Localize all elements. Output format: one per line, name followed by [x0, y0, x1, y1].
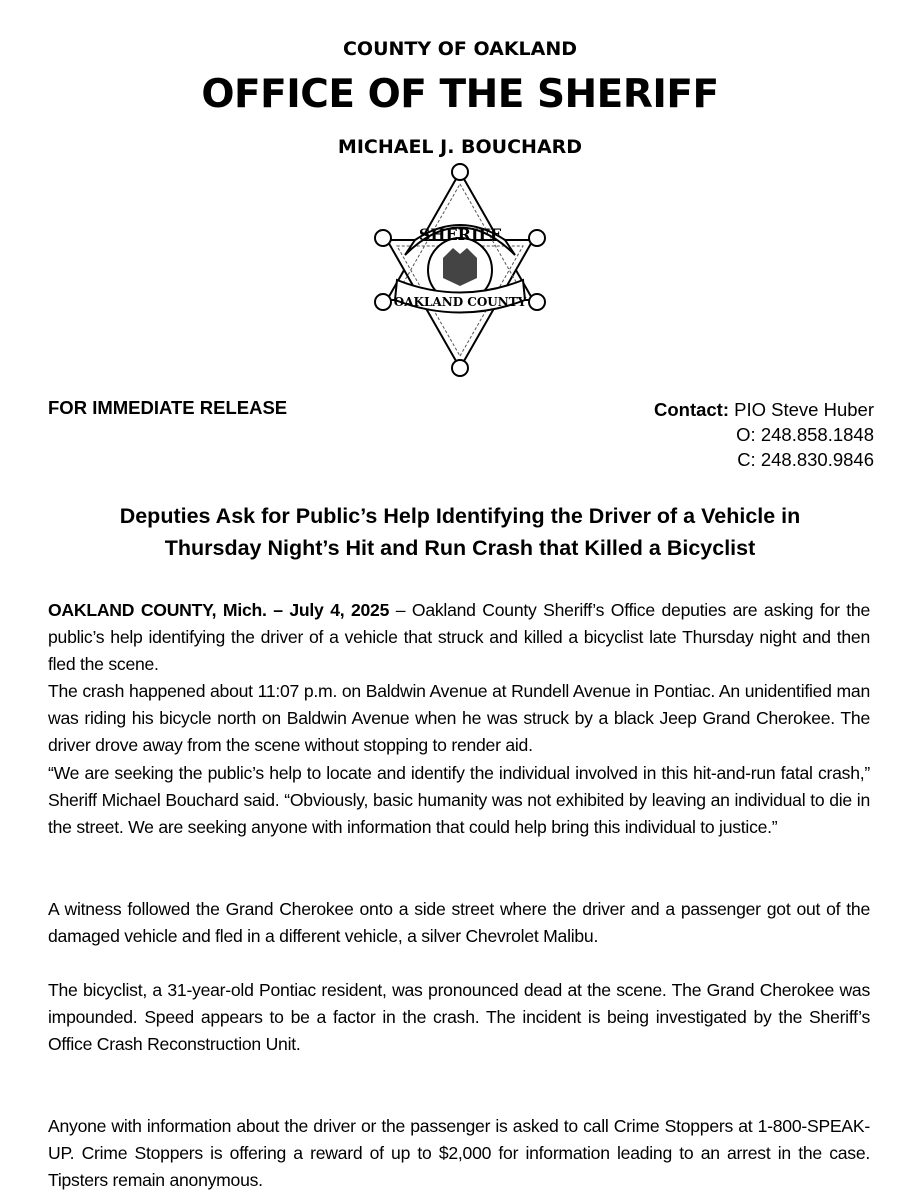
office-phone: O: 248.858.1848 — [736, 424, 874, 445]
paragraph-6: Anyone with information about the driver or the passenger is asked to call Crime Stoppers at 1-800-SPEAK-UP. Crime Stoppers is offering a reward of up to $2,000 for information leading to an arrest in the case. Tipsters remain anonymous. — [48, 1116, 870, 1191]
county-heading: COUNTY OF OAKLAND — [342, 38, 578, 60]
contact-name: PIO Steve Huber — [734, 399, 874, 420]
paragraph-4: A witness followed the Grand Cherokee onto a side street where the driver and a passenger got out of the damaged vehicle and fled in a different vehicle, a silver Chevrolet Malibu. — [48, 899, 870, 947]
headline-line-1: Deputies Ask for Public’s Help Identifying the Driver of a Vehicle in — [119, 504, 801, 528]
release-label: FOR IMMEDIATE RELEASE — [48, 397, 288, 418]
badge-bottom-text: OAKLAND COUNTY — [393, 295, 527, 309]
sheriff-name: MICHAEL J. BOUCHARD — [337, 136, 583, 158]
contact-label: Contact: — [653, 399, 730, 420]
paragraph-1 — [48, 597, 870, 679]
cell-phone: C: 248.830.9846 — [737, 449, 874, 470]
paragraph-2: The crash happened about 11:07 p.m. on Baldwin Avenue at Rundell Avenue in Pontiac. An unidentified man was riding his bicycle north on Baldwin Avenue when he was struck by a black Jeep Grand Cherokee. The driver drove away from the scene without stopping to render aid. — [48, 681, 870, 756]
headline — [40, 500, 880, 564]
dateline: OAKLAND COUNTY, Mich. – July 4, 2025 — [48, 600, 390, 620]
contact-block — [654, 397, 874, 472]
office-title: OFFICE OF THE SHERIFF — [201, 72, 719, 117]
headline-line-2: Thursday Night’s Hit and Run Crash that Killed a Bicyclist — [164, 536, 756, 560]
paragraph-3: “We are seeking the public’s help to locate and identify the individual involved in this hit-and-run fatal crash,” Sheriff Michael Bouchard said. “Obviously, basic humanity was not exhibited by leaving an individual to die in the street. We are seeking anyone with information that could help bring this individual to justice.” — [48, 763, 870, 838]
paragraph-1-text: – Oakland County Sheriff’s Office deputies are asking for the public’s help identifying the driver of a vehicle that struck and killed a bicyclist late Thursday night and then fled the scene. — [48, 600, 870, 675]
badge-top-text: SHERIFF — [418, 225, 502, 244]
sheriff-badge-logo — [365, 160, 555, 380]
paragraph-5: The bicyclist, a 31-year-old Pontiac resident, was pronounced dead at the scene. The Grand Cherokee was impounded. Speed appears to be a factor in the crash. The incident is being investigated by the Sheriff’s Office Crash Reconstruction Unit. — [48, 980, 870, 1055]
